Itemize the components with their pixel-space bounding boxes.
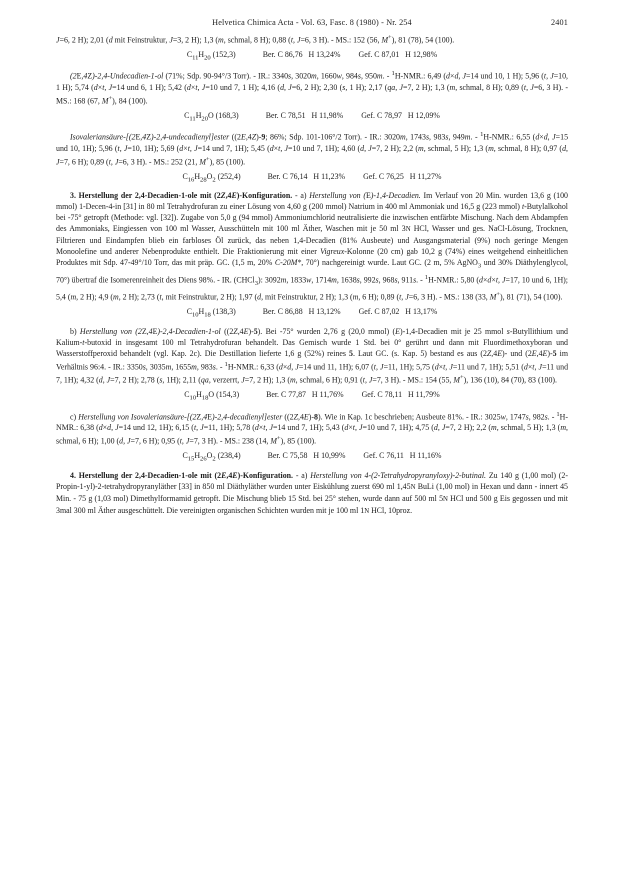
section-3c-paragraph: c) Herstellung von Isovaleriansäure-[(2Z,4E)-2,4-decadienyl]ester ((2Z,4E)-8). Wie in Kap. 1c beschrieben; Ausbeute 81%. - IR.: 3025w, 1747s, 982s. - $^1$H-NMR.: 6,38 (d×d, J=14 und 12, 1H); 6,15 (t, J=11, 1H); 5,78 (d×t, J=14 und 7, 1H); 5,43 (d×t, J=10 und 7, 1H); 4,75 (d, J=7, 2 H); 2,2 (m, schmal, 5 H); 1,3 (m, schmal, 6 H); 1,00 (d, J=7, 6 H); 0,95 (t, J=7, 3 H). - MS.: 238 (14, M+), 85 (100).	[56, 410, 568, 446]
elemental-analysis: $C_{16}H_{28}O_2$ (252,4) Ber. C 76,14 H 11,23% Gef. C 76,25 H 11,27%	[182, 171, 442, 184]
section-4-paragraph: 4. Herstellung der 2,4-Decadien-1-ole mit (2E,4E)-Konfiguration. - a) Herstellung von 4-(2-Tetrahydropyranyloxy)-2-butinal. Zu 140 g (1,00 mol) (2-Propin-1-yl)-2-tetrahydropyranyläther [33] in 850 ml Diäthyläther wurden unter Eiskühlung zuerst 690 ml 1,45N BuLi (1,00 mol) in Hexan und dann - innert 45 Min. - 75 g (1,03 mol) Dimethylformamid getropft. Die Mischung blieb 15 Std. bei 25° stehen, wurde dann auf 500 ml 5N HCl und 500 g Eis gegossen und mit 3mal 300 ml Äther ausgeschüttelt. Die vereinigten organischen Schichten wurden mit je 100 ml 1N HCl, 10proz.	[56, 470, 568, 515]
running-header	[56, 16, 568, 29]
elemental-analysis: $C_{11}H_{20}$ (152,3) Ber. C 86,76 H 13,24% Gef. C 87,01 H 12,98%	[186, 49, 438, 62]
page-number: 2401	[551, 18, 568, 27]
elemental-analysis: $C_{10}H_{18}O$ (154,3) Ber. C 77,87 H 11,76% Gef. C 78,11 H 11,79%	[184, 390, 440, 402]
elemental-analysis: $C_{10}H_{18}$ (138,3) Ber. C 86,88 H 13,12% Gef. C 87,02 H 13,17%	[186, 307, 438, 319]
journal-header: Helvetica Chimica Acta - Vol. 63, Fasc. 8 (1980) - Nr. 254	[212, 18, 412, 27]
section-3b-paragraph: b) Herstellung von (2Z,4E)-2,4-Decadien-1-ol ((2Z,4E)-5). Bei -75° wurden 2,76 g (20,0 mmol) (E)-1,4-Decadien mit je 25 mmol s-Butyllithium und Kalium-t-butoxid in insgesamt 100 ml Tetrahydrofuran behandelt. Das Gemisch wurde 1 Std. bei 0° gerührt und dann mit Fluordimethoxyboran und Wasserstoffperoxid behandelt (vgl. Kap. 2c). Die Destillation lieferte 1,6 g (52%) reines 5. Laut GC. (s. Kap. 5) bestand es aus (2Z,4E)- und (2E,4E)-5 im Verhältnis 96:4. - IR.: 3350s, 3035m, 1655m, 983s. - $^1$H-NMR.: 6,33 (d×d, J=14 und 11, 1H); 6,07 (t, J=11, 1H); 5,75 (d×t, J=11 und 7, 1H); 5,51 (d×t, J=11 und 7, 1H); 4,32 (d, J=7, 2 H); 2,78 (s, 1H); 2,11 (qa, verzerrt, J=7, 2 H); 1,3 (m, schmal, 6 H); 0,91 (t, J=7, 3 H). - MS.: 154 (55, M+), 136 (10), 84 (70), 83 (100).	[56, 326, 569, 386]
elemental-analysis: $C_{11}H_{20}O$ (168,3) Ber. C 78,51 H 11,98% Gef. C 78,97 H 12,09%	[184, 110, 440, 123]
paragraph-isovaleriate-ester: Isovaleriansäure-[(2E,4Z)-2,4-undecadienyl]ester ((2E,4Z)-9; 86%; Sdp. 101-106°/2 Torr). - IR.: 3020m, 1743s, 983s, 949m. - $^1$H-NMR.: 6,55 (d×d, J=15 und 10, 1H); 5,96 (t, J=10, 1H); 5,69 (d×t, J=14 und 7, 1H); 5,45 (d×t, J=10 und 7, 1H); 4,60 (d, J=7, 2 H); 2,2 (m, schmal, 5 H); 1,3 (m, schmal, 8 H); 0,97 (d, J=7, 6 H); 0,89 (t, J=6, 3 H). - MS.: 252 (21, M+), 85 (100).	[56, 131, 569, 167]
elemental-analysis: $C_{15}H_{26}O_2$ (238,4) Ber. C 75,58 H 10,99% Gef. C 76,11 H 11,16%	[182, 451, 442, 463]
section-3-paragraph: 3. Herstellung der 2,4-Decadien-1-ole mit (2Z,4E)-Konfiguration. - a) Herstellung von (E)-1,4-Decadien. Im Verlauf von 20 Min. wurden 13,6 g (100 mmol) 1-Decen-4-in [31] in 80 ml Tetrahydrofuran zu einer Lösung von 4,60 g (200 mmol) Natrium in 400 ml Ammoniak und 16,5 g (223 mmol) t-Butylalkohol bei -75° getropft (Methode: vgl. [32]). Zugabe von 5,0 g (94 mmol) Ammoniumchlorid neutralisierte die inzwischen entfärbte Mischung. Nach dem Abdampfen des Ammoniaks, Eingiessen von 100 ml Wasser, Ausschütteln mit 100 ml Äther, Waschen mit je 50 ml 3N HCl, Wasser und ges. NaCl-Lösung, Trocknen, Filtrieren und Eindampfen blieb ein farbloses Öl zurück, das neben 1,4-Decadien (81% Ausbeute) und Ausgangsmaterial (9%) noch geringe Mengen Monoolefine und anderer Nebenprodukte enthielt. Die Fraktionierung mit einer Vigreux-Kolonne (20 cm) gab 10,2 g (74%) eines weitgehend einheitlichen Produktes mit Sdp. 47-49°/10 Torr, das mit präp. GC. (1,5 m, 20% C-20M*, 70°) nachgereinigt wurde. Laut GC. (2 m, 5% AgNO$_3$ und 30% Diäthylenglycol, 70°) übertraf die Isomerenreinheit des Diens 98%. - IR. (CHCl$_3$): 3092m, 1833w, 1714m, 1638s, 992s, 968s, 911s. - $^1$H-NMR.: 5,80 (d×d×t, J=17, 10 und 6, 1H); 5,4 (m, 2 H); 4,9 (m, 2 H); 2,73 (t, mit Feinstruktur, 2 H); 1,97 (d, mit Feinstruktur, 2 H); 1,3 (m, 6 H); 0,89 (t, J=6, 3 H). - MS.: 138 (33, M+), 81 (71), 54 (100).	[56, 191, 569, 302]
paragraph-undecadienol: (2E,4Z)-2,4-Undecadien-1-ol (71%; Sdp. 90-94°/3 Torr). - IR.: 3340s, 3020m, 1660w, 984s, 950m. - $^1$H-NMR.: 6,49 (d×d, J=14 und 10, 1 H); 5,96 (t, J=10, 1 H); 5,74 (d×t, J=14 und 6, 1 H); 5,42 (d×t, J=10 und 7, 1 H); 4,16 (d, J=6, 2 H); 2,30 (s, 1 H); 2,17 (qa, J=7, 2 H); 1,3 (m, schmal, 8 H); 0,89 (t, J=6, 3 H). - MS.: 168 (67, M+), 84 (100).	[56, 70, 569, 106]
paragraph-ms-data: J=6, 2 H); 2,01 (d mit Feinstruktur, J=3, 2 H); 1,3 (m, schmal, 8 H); 0,88 (t, J=6, 3 H). - MS.: 152 (56, M+), 81 (78), 54 (100).	[56, 34, 455, 45]
